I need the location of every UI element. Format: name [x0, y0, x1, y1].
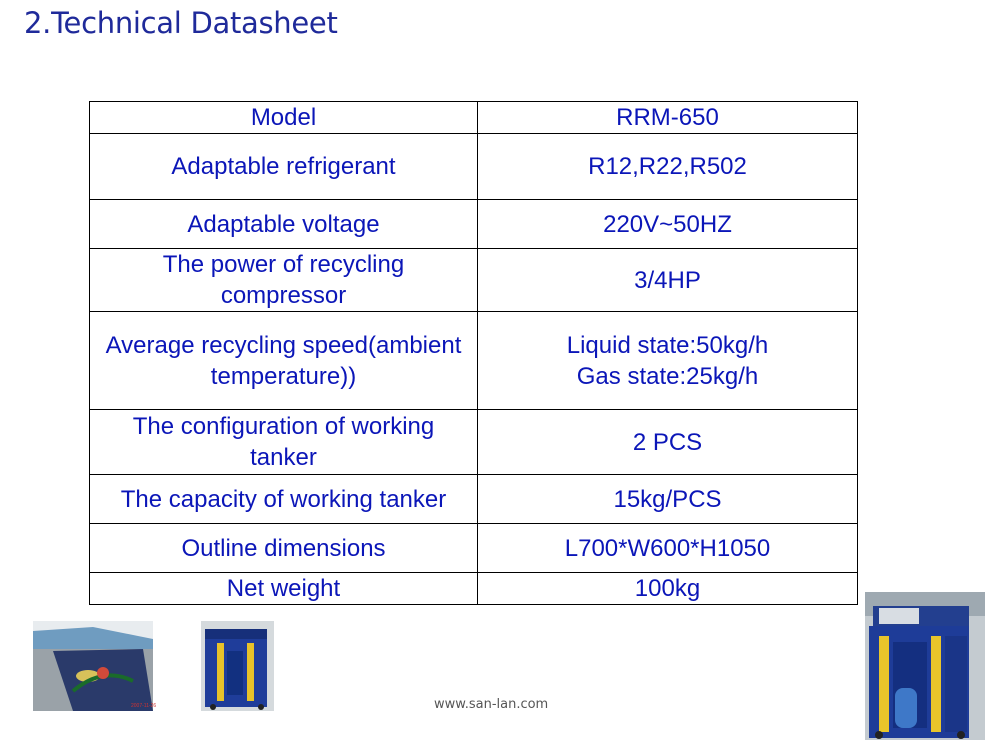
- svg-text:2007-11-26: 2007-11-26: [131, 703, 157, 709]
- row-label: Average recycling speed(ambient temperature)): [90, 312, 478, 410]
- machine-photo-small: [201, 621, 274, 711]
- row-value: R12,R22,R502: [478, 134, 858, 200]
- table-row: [90, 102, 858, 134]
- row-label-text: The configuration of working tanker: [132, 413, 435, 471]
- row-value: 3/4HP: [478, 249, 858, 312]
- machine-photo-large: [865, 592, 985, 740]
- row-label: [90, 410, 478, 475]
- row-value: [478, 312, 858, 410]
- table-row: [90, 312, 858, 410]
- table-row: [90, 475, 858, 524]
- table-row: [90, 134, 858, 200]
- row-label: The capacity of working tanker: [90, 475, 478, 524]
- table-row: [90, 249, 858, 312]
- table-row: [90, 573, 858, 605]
- page-title: 2.Technical Datasheet: [24, 6, 338, 40]
- row-label: Adaptable voltage: [90, 200, 478, 249]
- row-label-text: The power of recycling compressor: [162, 251, 405, 309]
- row-value: 100kg: [478, 573, 858, 605]
- row-label: Model: [90, 102, 478, 134]
- row-value: RRM-650: [478, 102, 858, 134]
- row-label: [90, 249, 478, 312]
- row-value: L700*W600*H1050: [478, 524, 858, 573]
- table-row: [90, 200, 858, 249]
- row-value: 220V~50HZ: [478, 200, 858, 249]
- technical-datasheet-table: [89, 101, 858, 605]
- table-row: [90, 410, 858, 475]
- website-footer: www.san-lan.com: [434, 697, 549, 712]
- workshop-photo: [33, 621, 157, 711]
- row-label: Adaptable refrigerant: [90, 134, 478, 200]
- row-label: Net weight: [90, 573, 478, 605]
- table-row: [90, 524, 858, 573]
- row-value: 2 PCS: [478, 410, 858, 475]
- row-value: 15kg/PCS: [478, 475, 858, 524]
- row-value-text: Liquid state:50kg/h Gas state:25kg/h: [566, 331, 769, 390]
- row-label: Outline dimensions: [90, 524, 478, 573]
